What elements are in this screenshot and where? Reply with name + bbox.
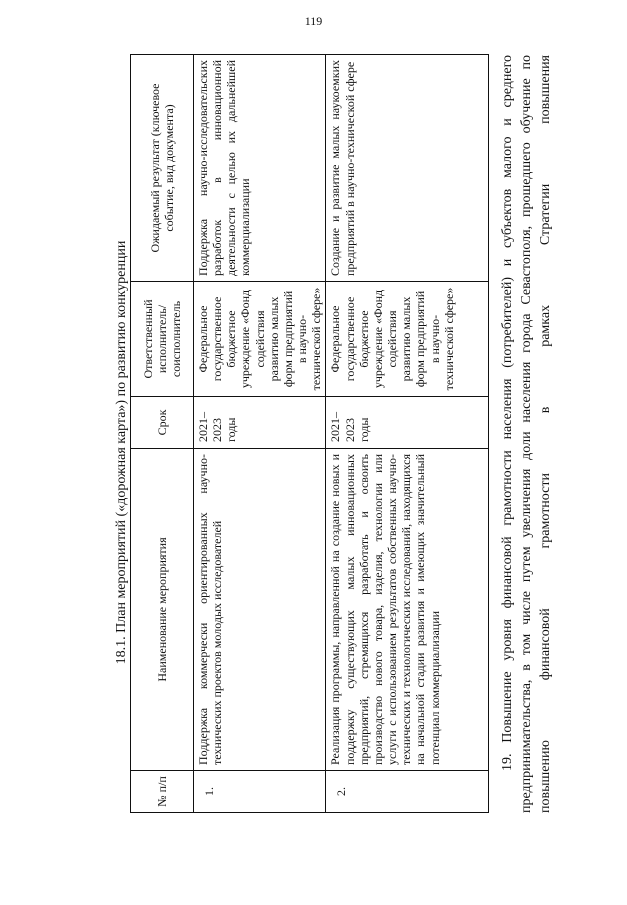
- cell-result: Создание и развитие малых наукоемких предприятий в научно-технической сфере: [326, 55, 489, 282]
- cell-executor: Федеральное государственное бюджетное учреждение «Фонд содействия развитию малых форм предприятий в научно-технической сфере»: [326, 282, 489, 397]
- cell-term: 2021–2023 годы: [326, 397, 489, 449]
- paragraph-19: 19. Повышение уровня финансовой грамотности населения (потребителей) и субъектов малого и среднего предпринимательства, в том числе путем увеличения доли населения города Севастополя, прошедшего обучение по повышению финансовой грамотности в рамках Стратегии повышения: [500, 55, 554, 813]
- page-number: 119: [304, 14, 323, 28]
- table-header-row: [131, 55, 194, 813]
- cell-executor: Федеральное государственное бюджетное учреждение «Фонд содействия развитию малых форм предприятий в научно-технической сфере»: [194, 282, 326, 397]
- roadmap-table: [130, 54, 489, 813]
- table-title: 18.1. План мероприятий («дорожная карта») по развитию конкуренции: [114, 240, 129, 665]
- table-row: [194, 55, 326, 813]
- cell-name: Реализация программы, направленной на создание новых и поддержку существующих малых инновационных предприятий, стремящихся разработать и освоить производство нового товара, изделия, технологии или услуги с использованием результатов собственных научно-технических и технологических исследований, находящихся на начальной стадии развития и имеющих значительный потенциал коммерциализации: [326, 449, 489, 771]
- header-executor: Ответственный исполнитель/ соисполнитель: [131, 282, 194, 397]
- cell-num: 2.: [326, 771, 489, 813]
- table-row: [326, 55, 489, 813]
- cell-name: Поддержка коммерчески ориентированных научно-технических проектов молодых исследователей: [194, 449, 326, 771]
- cell-term: 2021–2023 годы: [194, 397, 326, 449]
- header-result: Ожидаемый результат (ключевое событие, вид документа): [131, 55, 194, 282]
- header-num: № п/п: [131, 771, 194, 813]
- header-term: Срок: [131, 397, 194, 449]
- cell-result: Поддержка научно-исследовательских разработок в инновационной деятельности с целью их дальнейшей коммерциализации: [194, 55, 326, 282]
- cell-num: 1.: [194, 771, 326, 813]
- header-name: Наименование мероприятия: [131, 449, 194, 771]
